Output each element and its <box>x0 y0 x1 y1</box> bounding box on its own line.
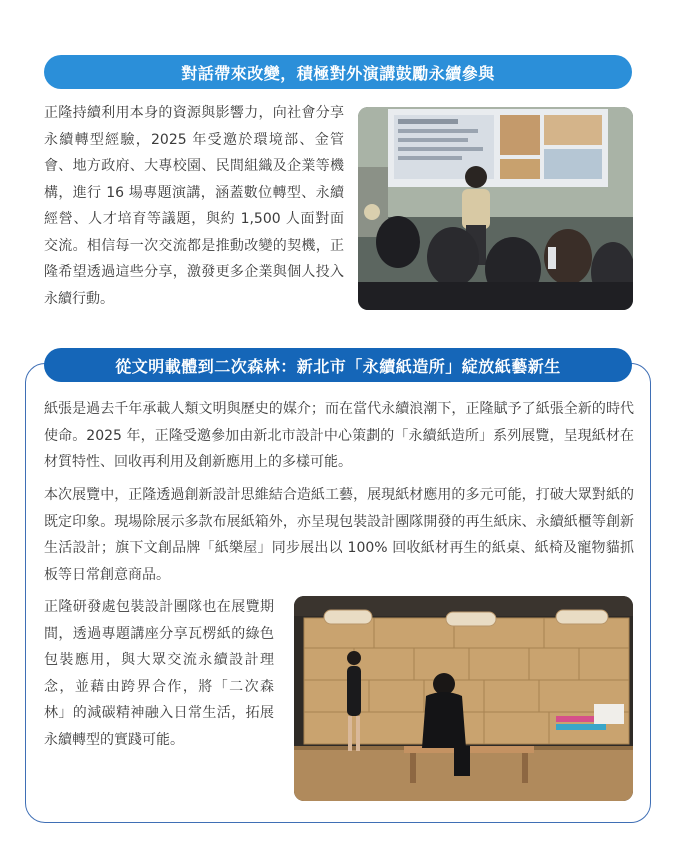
section1-title-banner <box>44 55 632 89</box>
section2-paragraph-3: 正隆研發處包裝設計團隊也在展覽期間，透過專題講座分享瓦楞紙的綠色包裝應用，與大眾交流永續設計理念，並藉由跨界合作，將「二次森林」的減碳精神融入日常生活，拓展永續轉型的實踐可能。 <box>44 599 274 748</box>
section2-paragraph-2: 本次展覽中，正隆透過創新設計思維結合造紙工藝，展現紙材應用的多元可能，打破大眾對紙的既定印象。現場除展示多款布展紙箱外，亦呈現包裝設計團隊開發的再生紙床、永續紙櫃等創新生活設計；旗下文創品牌「紙樂屋」同步展出以 100% 回收紙材再生的紙桌、紙椅及寵物貓抓板等日常創意商品。 <box>44 487 634 583</box>
section1-title: 對話帶來改變，積極對外演講鼓勵永續參與 <box>181 63 495 83</box>
section2-title: 從文明載體到二次森林：新北市「永續紙造所」綻放紙藝新生 <box>115 356 561 376</box>
presentation-photo <box>358 107 633 310</box>
exhibition-photo <box>294 596 633 801</box>
section2-title-banner <box>44 348 632 382</box>
section1-paragraph: 正隆持續利用本身的資源與影響力，向社會分享永續轉型經驗，2025 年受邀於環境部、金管會、地方政府、大專校園、民間組織及企業等機構，進行 16 場專題演講，涵蓋數位轉型、永續經營、人才培育等議題，與約 1,500 人面對面交流。相信每一次交流都是推動改變的契機，正隆希望透過這些分享，激發更多企業與個人投入永續行動。 <box>44 105 344 307</box>
section2-paragraph-1: 紙張是過去千年承載人類文明與歷史的媒介；而在當代永續浪潮下，正隆賦予了紙張全新的時代使命。2025 年，正隆受邀參加由新北市設計中心策劃的「永續紙造所」系列展覽，呈現紙材在材質特性、回收再利用及創新應用上的多樣可能。 <box>44 401 634 470</box>
